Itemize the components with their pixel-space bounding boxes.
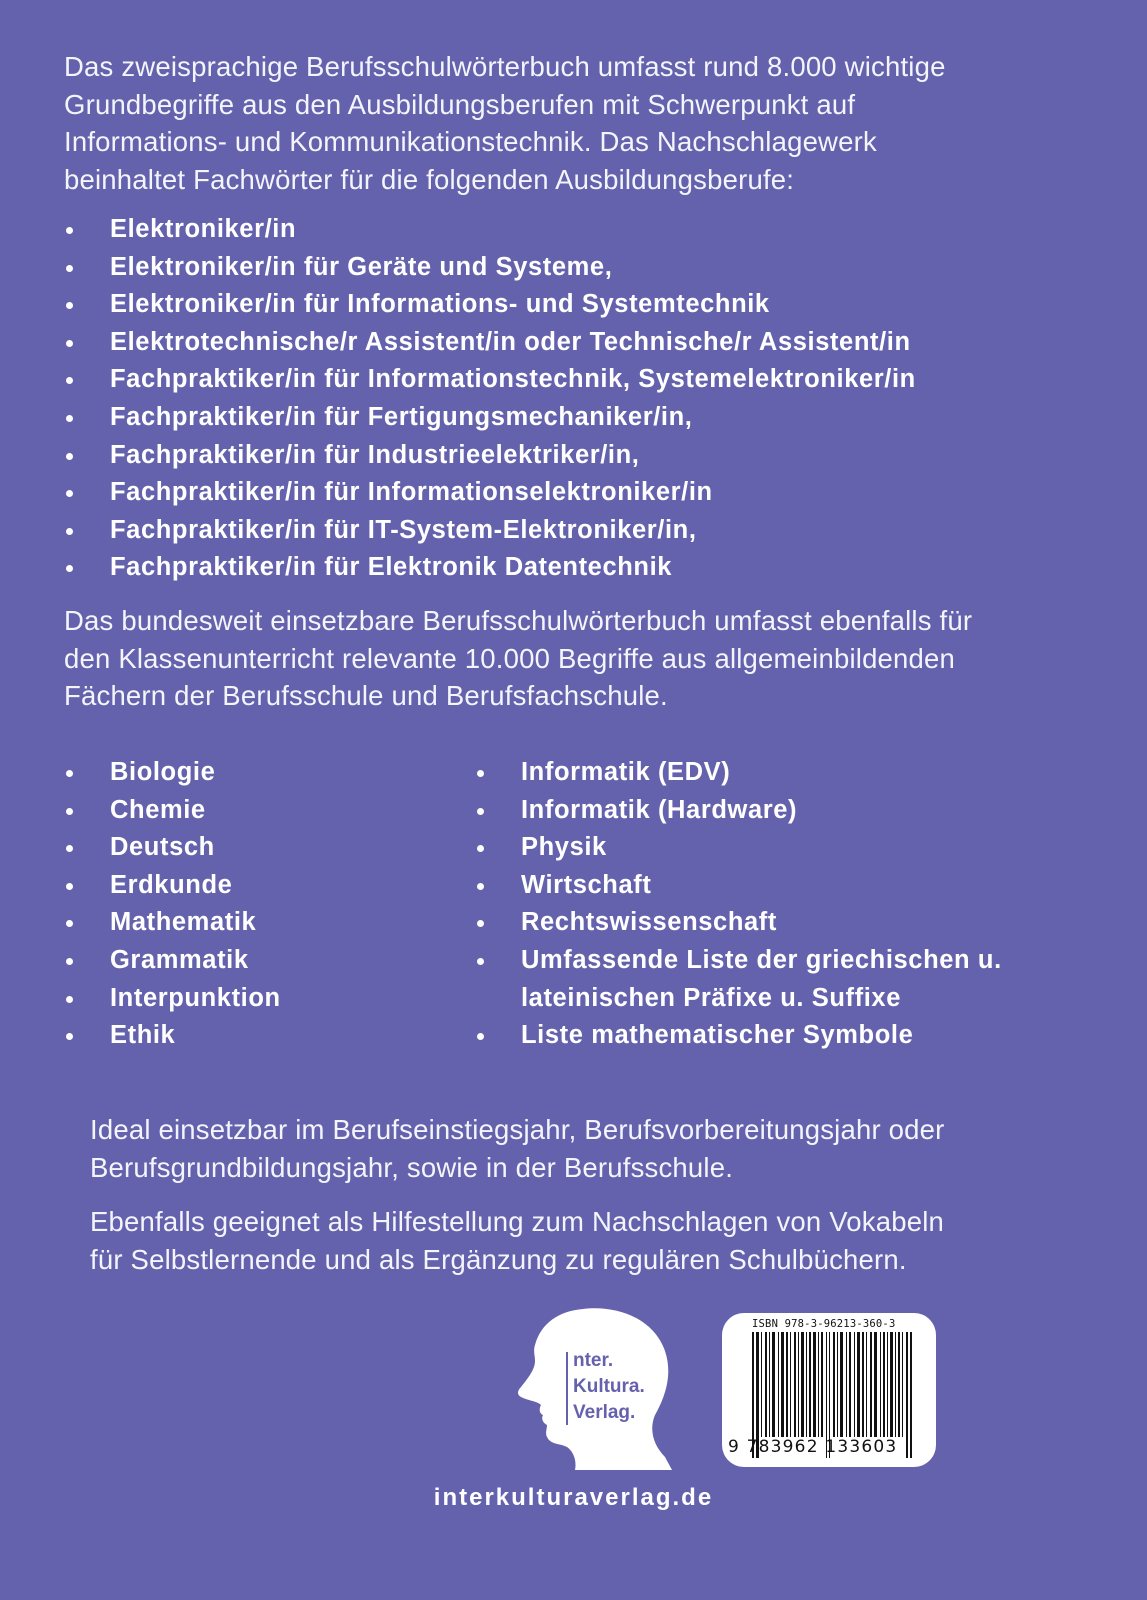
ebenfalls-line: für Selbstlernende und als Ergänzung zu regulären Schulbüchern. [90, 1243, 907, 1275]
bullet-icon [66, 1033, 73, 1040]
bullet-icon [66, 958, 73, 965]
ideal-line: Berufsgrundbildungsjahr, sowie in der Berufsschule. [90, 1151, 734, 1183]
list-item-label: Deutsch [110, 833, 215, 862]
list-item-label: Erdkunde [110, 870, 233, 899]
bullet-icon [66, 227, 73, 234]
list-item [64, 829, 281, 867]
list-item [475, 867, 1075, 905]
list-item-label: Fachpraktiker/in für IT-System-Elektroniker/in, [110, 515, 697, 544]
list-item [64, 512, 916, 550]
list-item-label: Liste mathematischer Symbole [521, 1021, 914, 1050]
bullet-icon [66, 528, 73, 535]
logo-line: Kultura. [573, 1376, 645, 1397]
list-item-label: Fachpraktiker/in für Fertigungsmechaniker/in, [110, 402, 693, 431]
list-item-label: Grammatik [110, 945, 249, 974]
publisher-logo [515, 1305, 675, 1475]
list-item [64, 437, 916, 475]
bullet-icon [66, 377, 73, 384]
list-item-label: Wirtschaft [521, 870, 652, 899]
bullet-icon [66, 565, 73, 572]
list-item-label: Fachpraktiker/in für Informationselektroniker/in [110, 478, 713, 507]
intro-paragraph [64, 48, 1114, 198]
list-item [64, 792, 281, 830]
ebenfalls-line: Ebenfalls geeignet als Hilfestellung zum Nachschlagen von Vokabeln [90, 1206, 945, 1237]
isbn-barcode [722, 1313, 936, 1467]
list-item [64, 754, 281, 792]
list-item [475, 904, 1075, 942]
list-item [475, 792, 1075, 830]
list-item [475, 942, 1075, 1017]
general-line: den Klassenunterricht relevante 10.000 Begriffe aus allgemeinbildenden [64, 642, 956, 674]
list-item [64, 474, 916, 512]
bullet-icon [66, 996, 73, 1003]
intro-line: Das zweisprachige Berufsschulwörterbuch umfasst rund 8.000 wichtige [64, 51, 946, 82]
list-item-label: Fachpraktiker/in für Elektronik Datentechnik [110, 553, 673, 582]
bullet-icon [477, 883, 484, 890]
general-line: Das bundesweit einsetzbare Berufsschulwörterbuch umfasst ebenfalls für [64, 605, 973, 636]
intro-line: Informations- und Kommunikationstechnik. Das Nachschlagewerk [64, 126, 877, 157]
list-item-label: Informatik (EDV) [521, 758, 731, 786]
list-item [64, 867, 281, 905]
list-item [475, 829, 1075, 867]
list-item [64, 399, 916, 437]
bullet-icon [477, 920, 484, 927]
intro-line: beinhaltet Fachwörter für die folgenden Ausbildungsberufe: [64, 163, 795, 195]
list-item [475, 1017, 1075, 1055]
list-item [64, 361, 916, 399]
bullet-icon [66, 883, 73, 890]
bullet-icon [66, 265, 73, 272]
list-item [64, 549, 916, 587]
bullet-icon [66, 770, 73, 777]
bullet-icon [66, 808, 73, 815]
bullet-icon [477, 1033, 484, 1040]
bullet-icon [66, 490, 73, 497]
subjects-list-right [475, 754, 1075, 1055]
bullet-icon [66, 302, 73, 309]
list-item [475, 754, 1075, 792]
publisher-website: interkulturaverlag.de [433, 1484, 714, 1511]
isbn-label: ISBN 978-3-96213-360-3 [752, 1318, 896, 1330]
list-item-label: Elektroniker/in [110, 215, 297, 243]
self-learning-paragraph [90, 1203, 1120, 1278]
list-item-label: Biologie [110, 758, 216, 786]
list-item [64, 286, 916, 324]
list-item [64, 211, 916, 249]
list-item-label: Elektroniker/in für Informations- und Systemtechnik [110, 290, 770, 319]
intro-line: Grundbegriffe aus den Ausbildungsberufen mit Schwerpunkt auf [64, 88, 856, 120]
list-item-label: Rechtswissenschaft [521, 908, 777, 937]
bullet-icon [66, 415, 73, 422]
bullet-icon [66, 340, 73, 347]
logo-line: Verlag. [573, 1402, 636, 1423]
list-item-label: Fachpraktiker/in für Informationstechnik, Systemelektroniker/in [110, 365, 916, 394]
list-item-label: Chemie [110, 795, 206, 824]
list-item-label: Elektrotechnische/r Assistent/in oder Technische/r Assistent/in [110, 327, 911, 356]
list-item-label: Ethik [110, 1021, 176, 1050]
list-item-label: Interpunktion [110, 983, 281, 1012]
logo-line: nter. [573, 1350, 614, 1371]
bullet-icon [477, 845, 484, 852]
bullet-icon [477, 770, 484, 777]
logo-wordmark [573, 1348, 645, 1426]
list-item-label: Informatik (Hardware) [521, 795, 798, 824]
list-item-label: Fachpraktiker/in für Industrieelektriker/in, [110, 440, 640, 469]
ideal-line: Ideal einsetzbar im Berufseinstiegsjahr, Berufsvorbereitungsjahr oder [90, 1114, 945, 1145]
list-item [64, 904, 281, 942]
general-line: Fächern der Berufsschule und Berufsfachschule. [64, 680, 668, 711]
bullet-icon [66, 453, 73, 460]
list-item [64, 1017, 281, 1055]
list-item [64, 249, 916, 287]
list-item-label: Elektroniker/in für Geräte und Systeme, [110, 252, 613, 281]
logo-bar [566, 1352, 568, 1425]
list-item [64, 324, 916, 362]
bullet-icon [66, 920, 73, 927]
bullet-icon [477, 958, 484, 965]
list-item-label: Umfassende Liste der griechischen u. lateinischen Präfixe u. Suffixe [521, 945, 1002, 1012]
list-item-label: Mathematik [110, 908, 257, 937]
list-item [64, 942, 281, 980]
ideal-usage-paragraph [90, 1111, 1120, 1186]
subjects-list-left [64, 754, 281, 1055]
professions-list [64, 211, 916, 587]
bullet-icon [66, 845, 73, 852]
list-item [64, 980, 281, 1018]
bullet-icon [477, 808, 484, 815]
general-subjects-paragraph [64, 602, 1114, 715]
ean-digits: 9 783962 133603 [728, 1437, 898, 1457]
list-item-label: Physik [521, 833, 607, 862]
